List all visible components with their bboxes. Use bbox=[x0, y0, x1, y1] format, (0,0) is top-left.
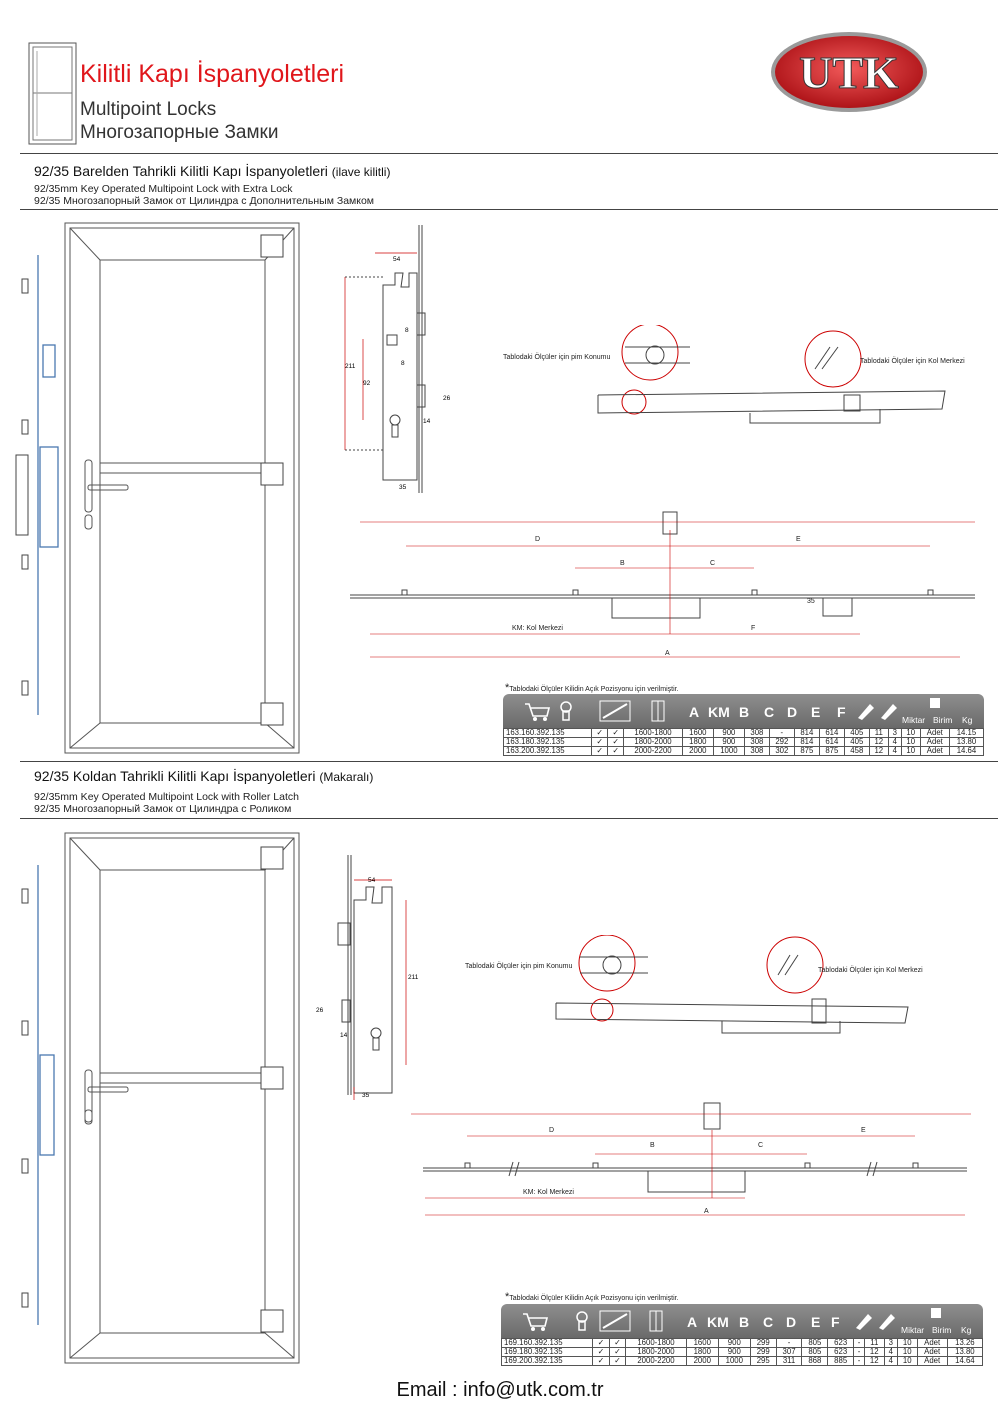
table-cell: - bbox=[776, 1339, 802, 1348]
page-title-ru: Многозапорные Замки bbox=[80, 122, 279, 143]
table-cell: 10 bbox=[897, 1348, 917, 1357]
table-cell: 900 bbox=[713, 738, 744, 747]
table-cell: 14.64 bbox=[947, 1357, 982, 1366]
screw-icon bbox=[854, 700, 876, 722]
table-cell: 1600-1800 bbox=[624, 729, 683, 738]
table-cell: 12 bbox=[864, 1348, 884, 1357]
bar-detail-2 bbox=[550, 935, 920, 1045]
svg-text:14: 14 bbox=[423, 418, 431, 425]
svg-text:14: 14 bbox=[340, 1032, 348, 1039]
svg-text:26: 26 bbox=[316, 1007, 324, 1014]
table-cell: 308 bbox=[744, 738, 769, 747]
table-cell: 614 bbox=[819, 738, 844, 747]
table-cell: 299 bbox=[750, 1339, 776, 1348]
table-cell: 900 bbox=[718, 1348, 750, 1357]
utk-logo bbox=[769, 30, 929, 114]
table-cell: 169.180.392.135 bbox=[502, 1348, 593, 1357]
spec-table-1-header: A KM B C D E F Miktar Birim Kg bbox=[503, 694, 984, 728]
table-cell: 405 bbox=[844, 738, 869, 747]
section2-sub-ru: 92/35 Многозапорный Замок от Цилиндра с Роликом bbox=[34, 803, 292, 815]
table-cell: 868 bbox=[802, 1357, 828, 1366]
table-cell: 3 bbox=[888, 729, 901, 738]
table-cell: 13.26 bbox=[947, 1339, 982, 1348]
package-icon bbox=[929, 1306, 943, 1320]
table-cell: 308 bbox=[744, 729, 769, 738]
table-cell: 814 bbox=[794, 729, 819, 738]
table-cell: 1000 bbox=[718, 1357, 750, 1366]
table-cell: 900 bbox=[718, 1339, 750, 1348]
table-row bbox=[502, 1357, 983, 1366]
svg-text:35: 35 bbox=[399, 484, 407, 491]
bar-drawing-2 bbox=[405, 1100, 980, 1225]
table-cell: 163.160.392.135 bbox=[504, 729, 592, 738]
table-cell: 163.200.392.135 bbox=[504, 747, 592, 756]
table-cell: - bbox=[854, 1357, 865, 1366]
page-title: Kilitli Kapı İspanyoletleri bbox=[80, 60, 345, 88]
section1-note: *Tablodaki Ölçüler Kilidin Açık Pozisyonu için verilmiştir. bbox=[505, 682, 679, 694]
table-cell: ✓ bbox=[609, 1339, 626, 1348]
section1-title: 92/35 Barelden Tahrikli Kilitli Kapı İspanyoletleri (ilave kilitli) bbox=[34, 163, 391, 179]
table-cell: - bbox=[854, 1339, 865, 1348]
table-cell: 623 bbox=[828, 1339, 854, 1348]
svg-text:35: 35 bbox=[362, 1092, 370, 1099]
screw-icon bbox=[875, 1310, 897, 1332]
lockcase-drawing-2 bbox=[310, 855, 430, 1100]
table-cell: 405 bbox=[844, 729, 869, 738]
svg-text:211: 211 bbox=[345, 363, 356, 370]
section2-title: 92/35 Koldan Tahrikli Kilitli Kapı İspanyoletleri (Makaralı) bbox=[34, 768, 374, 784]
table-cell: 623 bbox=[828, 1348, 854, 1357]
table-cell: 1800-2000 bbox=[624, 738, 683, 747]
table-cell: ✓ bbox=[608, 738, 624, 747]
table-cell: 11 bbox=[864, 1339, 884, 1348]
table-cell: 10 bbox=[901, 729, 920, 738]
table-cell: 169.160.392.135 bbox=[502, 1339, 593, 1348]
table-cell: 13.80 bbox=[949, 738, 983, 747]
table-row bbox=[504, 747, 984, 756]
table-cell: 10 bbox=[901, 738, 920, 747]
table-cell: 10 bbox=[897, 1339, 917, 1348]
svg-text:92: 92 bbox=[363, 380, 371, 387]
table-cell: Adet bbox=[917, 1348, 947, 1357]
table-cell: 11 bbox=[869, 729, 888, 738]
bar-detail-1 bbox=[590, 325, 980, 440]
table-cell: ✓ bbox=[592, 729, 608, 738]
table-cell: ✓ bbox=[593, 1357, 610, 1366]
table-cell: 885 bbox=[828, 1357, 854, 1366]
table-cell: ✓ bbox=[609, 1348, 626, 1357]
footer-email[interactable]: Email : info@utk.com.tr bbox=[396, 1379, 604, 1401]
screw-icon bbox=[852, 1310, 874, 1332]
svg-text:8: 8 bbox=[405, 327, 409, 334]
table-cell: 4 bbox=[888, 747, 901, 756]
table-cell: 814 bbox=[794, 738, 819, 747]
table-cell: ✓ bbox=[609, 1357, 626, 1366]
table-cell: 2000 bbox=[682, 747, 713, 756]
table-cell: 2000-2200 bbox=[624, 747, 683, 756]
section1-sub-ru: 92/35 Многозапорный Замок от Цилиндра с Дополнительным Замком bbox=[34, 195, 375, 207]
spec-table-2-header: A KM B C D E F Miktar Birim Kg bbox=[501, 1304, 983, 1338]
table-cell: ✓ bbox=[592, 738, 608, 747]
table-cell: 12 bbox=[864, 1357, 884, 1366]
spec-table-1 bbox=[503, 728, 984, 756]
table-cell: 4 bbox=[884, 1357, 897, 1366]
page-title-en: Multipoint Locks bbox=[80, 99, 217, 120]
table-cell: 299 bbox=[750, 1348, 776, 1357]
table-cell: 1000 bbox=[713, 747, 744, 756]
table-cell: 805 bbox=[802, 1348, 828, 1357]
table-cell: 4 bbox=[888, 738, 901, 747]
table-cell: ✓ bbox=[608, 747, 624, 756]
table-cell: 1600 bbox=[682, 729, 713, 738]
table-cell: 458 bbox=[844, 747, 869, 756]
door-drawing-1 bbox=[10, 215, 310, 755]
table-cell: 292 bbox=[769, 738, 794, 747]
svg-text:54: 54 bbox=[393, 256, 401, 263]
table-cell: 4 bbox=[884, 1348, 897, 1357]
table-cell: 805 bbox=[802, 1339, 828, 1348]
table-cell: 308 bbox=[744, 747, 769, 756]
table-cell: Adet bbox=[917, 1357, 947, 1366]
svg-text:211: 211 bbox=[408, 974, 419, 981]
table-cell: 2000-2200 bbox=[626, 1357, 687, 1366]
table-cell: - bbox=[854, 1348, 865, 1357]
table-cell: 302 bbox=[769, 747, 794, 756]
section2-note: *Tablodaki Ölçüler Kilidin Açık Pozisyonu için verilmiştir. bbox=[505, 1291, 679, 1303]
table-cell: 875 bbox=[819, 747, 844, 756]
table-cell: 14.15 bbox=[949, 729, 983, 738]
table-cell: 311 bbox=[776, 1357, 802, 1366]
table-cell: 614 bbox=[819, 729, 844, 738]
table-cell: Adet bbox=[920, 747, 949, 756]
door-drawing-2 bbox=[10, 825, 310, 1365]
bar-drawing-1 bbox=[340, 510, 990, 665]
table-cell: 1800-2000 bbox=[626, 1348, 687, 1357]
table-cell: 163.180.392.135 bbox=[504, 738, 592, 747]
section1-sub-en: 92/35mm Key Operated Multipoint Lock with Extra Lock bbox=[34, 183, 293, 195]
table-cell: 12 bbox=[869, 747, 888, 756]
table-cell: 3 bbox=[884, 1339, 897, 1348]
package-icon bbox=[928, 696, 942, 710]
table-cell: 14.64 bbox=[949, 747, 983, 756]
svg-text:54: 54 bbox=[368, 877, 376, 884]
table-cell: - bbox=[769, 729, 794, 738]
table-cell: ✓ bbox=[608, 729, 624, 738]
table-cell: 875 bbox=[794, 747, 819, 756]
table-cell: 1600-1800 bbox=[626, 1339, 687, 1348]
table-cell: 295 bbox=[750, 1357, 776, 1366]
svg-text:UTK: UTK bbox=[799, 47, 899, 98]
table-cell: 900 bbox=[713, 729, 744, 738]
table-cell: ✓ bbox=[593, 1348, 610, 1357]
svg-text:8: 8 bbox=[401, 360, 405, 367]
table-cell: 13.80 bbox=[947, 1348, 982, 1357]
svg-text:26: 26 bbox=[443, 395, 451, 402]
table-cell: ✓ bbox=[593, 1339, 610, 1348]
section2-sub-en: 92/35mm Key Operated Multipoint Lock with Roller Latch bbox=[34, 791, 299, 803]
lockcase-drawing-1 bbox=[335, 225, 465, 500]
table-cell: 169.200.392.135 bbox=[502, 1357, 593, 1366]
table-cell: 1800 bbox=[686, 1348, 718, 1357]
table-cell: Adet bbox=[920, 729, 949, 738]
table-cell: 1600 bbox=[686, 1339, 718, 1348]
table-cell: 12 bbox=[869, 738, 888, 747]
table-cell: 10 bbox=[901, 747, 920, 756]
door-thumbnail-icon bbox=[28, 42, 78, 146]
spec-table-2 bbox=[501, 1338, 983, 1366]
table-cell: ✓ bbox=[592, 747, 608, 756]
table-cell: 2000 bbox=[686, 1357, 718, 1366]
screw-icon bbox=[877, 700, 899, 722]
table-cell: 10 bbox=[897, 1357, 917, 1366]
table-cell: 1800 bbox=[682, 738, 713, 747]
table-cell: Adet bbox=[917, 1339, 947, 1348]
table-cell: Adet bbox=[920, 738, 949, 747]
table-cell: 307 bbox=[776, 1348, 802, 1357]
